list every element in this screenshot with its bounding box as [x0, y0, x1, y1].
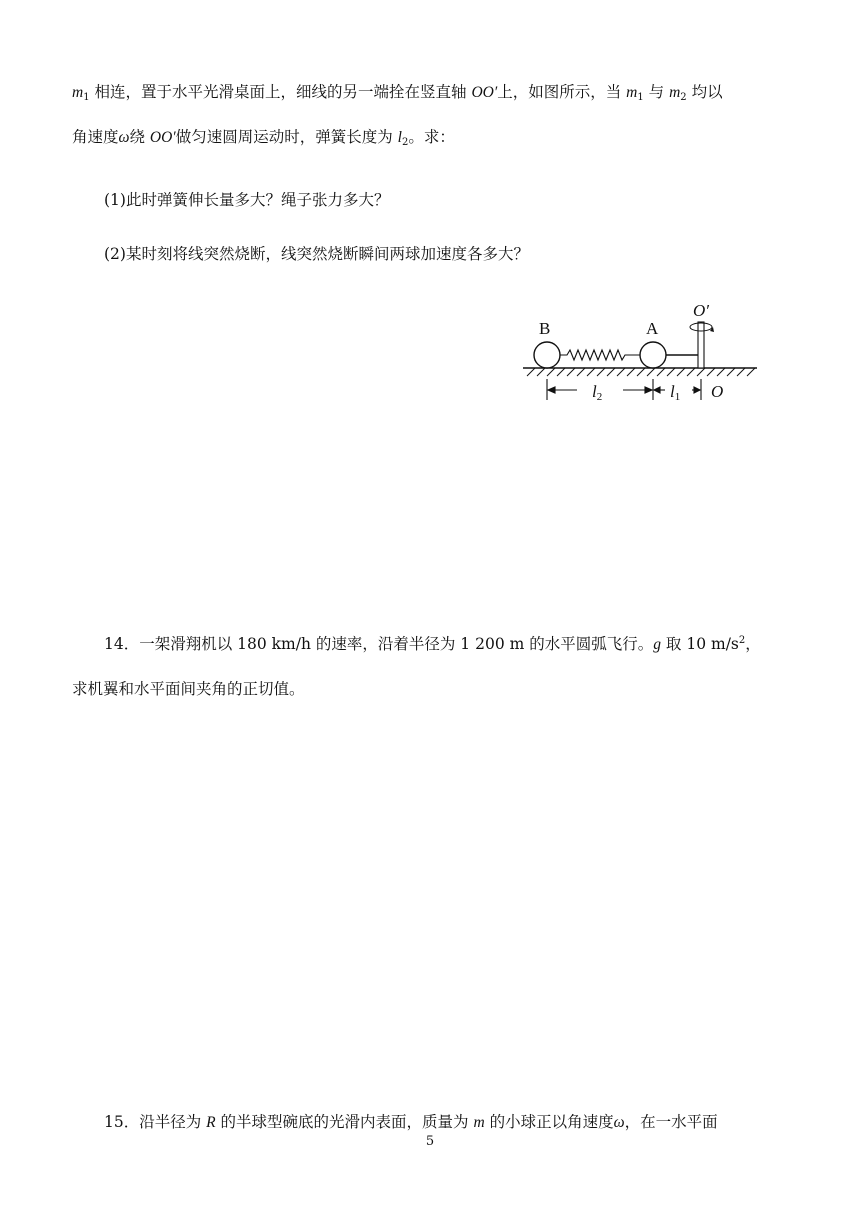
sub: 1 [83, 92, 90, 103]
problem13-question-1: (1)此时弹簧伸长量多大？绳子张力多大？ [104, 191, 390, 209]
problem14-line2: 求机翼和水平面间夹角的正切值。 [72, 680, 305, 698]
text: 上，如图所示，当 [497, 83, 627, 101]
text: 相连，置于水平光滑桌面上，细线的另一端拴在竖直轴 [89, 83, 472, 101]
var-m1: m [626, 84, 638, 101]
problem14-line1 [104, 632, 761, 654]
var-omega: ω [613, 1114, 625, 1131]
text: 的小球正以角速度 [484, 1113, 614, 1131]
var-l2: l [397, 129, 402, 146]
sup: 2 [738, 635, 746, 646]
text: 。求： [408, 128, 455, 146]
text: ，在一水平面 [624, 1113, 718, 1131]
text: 与 [643, 83, 670, 101]
text: 绕 [129, 128, 150, 146]
problem13-question-2: (2)某时刻将线突然烧断，线突然烧断瞬间两球加速度各多大？ [104, 245, 529, 263]
text: 取 10 m/s [661, 635, 739, 653]
label-l2: l2 [592, 382, 603, 403]
sub: 2 [680, 92, 687, 103]
var-omega: ω [118, 129, 130, 146]
spring [560, 350, 640, 360]
var-R: R [206, 1114, 216, 1131]
ball-b [534, 342, 560, 368]
var-OO: OO′ [149, 129, 176, 146]
text: ， [745, 635, 761, 653]
ball-a [640, 342, 666, 368]
var-m2: m [669, 84, 681, 101]
label-l1: l1 [670, 382, 681, 403]
label-o-prime: O′ [693, 301, 709, 320]
text: 均以 [686, 83, 723, 101]
problem15-line1 [104, 1110, 718, 1132]
label-b: B [539, 319, 551, 338]
var-OO: OO′ [471, 84, 498, 101]
problem13-line2 [72, 125, 455, 148]
vertical-axis [698, 322, 704, 368]
text: 15．沿半径为 [104, 1113, 207, 1131]
ground-hatching [527, 368, 755, 376]
var-g: g [653, 636, 661, 653]
text: 做匀速圆周运动时，弹簧长度为 [175, 128, 398, 146]
problem13-line1 [72, 80, 723, 103]
var-m1: m [72, 84, 84, 101]
spring-ball-figure [515, 301, 765, 408]
page-number: 5 [425, 1134, 435, 1149]
var-m: m [473, 1114, 485, 1131]
sub: 2 [401, 137, 409, 148]
sub: 1 [637, 92, 644, 103]
text: 的半球型碗底的光滑内表面，质量为 [215, 1113, 474, 1131]
label-a: A [646, 319, 659, 338]
label-o: O [711, 382, 724, 401]
text: 角速度 [72, 128, 119, 146]
text: 14．一架滑翔机以 180 km/h 的速率，沿着半径为 1 200 m 的水平圆弧飞行。 [104, 635, 654, 653]
